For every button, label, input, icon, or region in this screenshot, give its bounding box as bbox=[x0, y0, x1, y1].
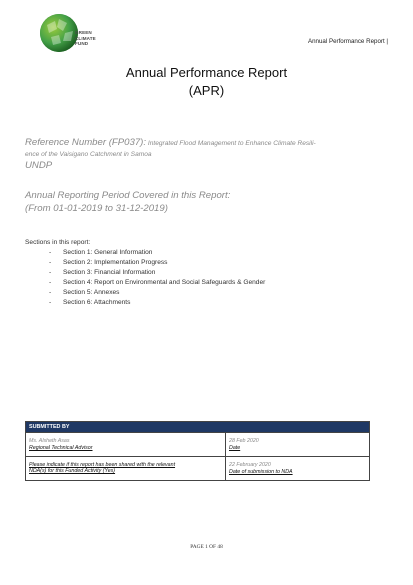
sections-items bbox=[49, 248, 265, 308]
logo-line3: FUND bbox=[75, 41, 89, 46]
section-6: Section 6: Attachments bbox=[63, 299, 131, 306]
nda-question-cell bbox=[26, 457, 226, 481]
nda-question-line2: NDA(s) for this Funded Activity (Yes) bbox=[29, 468, 116, 474]
date-label: Date bbox=[229, 445, 241, 451]
project-name-part2: ence of the Vaisigano Catchment in Samoa bbox=[25, 151, 152, 158]
page-number: PAGE 1 OF 48 bbox=[190, 544, 223, 550]
title-line2: (APR) bbox=[188, 83, 225, 98]
section-4: Section 4: Report on Environmental and Social Safeguards & Gender bbox=[63, 279, 266, 286]
accredited-entity: UNDP bbox=[25, 160, 53, 171]
sections-list bbox=[25, 238, 265, 308]
submission-date: 28 Feb 2020 bbox=[229, 438, 259, 444]
section-5: Section 5: Annexes bbox=[63, 289, 120, 296]
submitted-by-table bbox=[25, 421, 370, 481]
nda-date: 22 February 2020 bbox=[229, 462, 271, 468]
reference-block bbox=[25, 137, 385, 171]
logo-text bbox=[75, 30, 96, 47]
signatory-name: Ms. Alsheth Asas bbox=[29, 438, 70, 444]
project-name-part1: Integrated Flood Management to Enhance Climate Resili- bbox=[147, 140, 316, 147]
list-item bbox=[49, 258, 265, 268]
list-item bbox=[49, 248, 265, 258]
list-item bbox=[49, 278, 265, 288]
sections-heading: Sections in this report: bbox=[25, 239, 91, 246]
period-line2: (From 01-01-2019 to 31-12-2019) bbox=[25, 203, 168, 214]
submitted-by-header: SUBMITTED BY bbox=[26, 422, 370, 433]
dash: - bbox=[49, 249, 52, 256]
reference-label: Reference Number (FP037): bbox=[25, 137, 147, 148]
nda-question-line1: Please indicate if this report has been shared with the relevant bbox=[29, 462, 176, 468]
list-item bbox=[49, 268, 265, 278]
section-3: Section 3: Financial Information bbox=[63, 269, 156, 276]
running-header: Annual Performance Report | bbox=[307, 38, 388, 45]
dash: - bbox=[49, 279, 52, 286]
nda-date-label: Date of submission to NDA bbox=[229, 469, 293, 475]
table-row bbox=[26, 457, 370, 481]
list-item bbox=[49, 298, 265, 308]
logo-line1: GREEN bbox=[75, 30, 92, 35]
section-1: Section 1: General Information bbox=[63, 249, 153, 256]
title-line1: Annual Performance Report bbox=[125, 65, 288, 80]
dash: - bbox=[49, 269, 52, 276]
dash: - bbox=[49, 259, 52, 266]
period-line1: Annual Reporting Period Covered in this Report: bbox=[25, 190, 231, 201]
document-title bbox=[0, 64, 413, 100]
signatory-cell bbox=[26, 433, 226, 457]
list-item bbox=[49, 288, 265, 298]
signatory-role: Regional Technical Advisor bbox=[29, 445, 93, 451]
section-2: Section 2: Implementation Progress bbox=[63, 259, 168, 266]
dash: - bbox=[49, 299, 52, 306]
date-cell bbox=[226, 433, 370, 457]
logo-line2: CLIMATE bbox=[75, 35, 96, 41]
nda-date-cell bbox=[226, 457, 370, 481]
reporting-period bbox=[25, 189, 230, 215]
table-row bbox=[26, 422, 370, 433]
dash: - bbox=[49, 289, 52, 296]
table-row bbox=[26, 433, 370, 457]
